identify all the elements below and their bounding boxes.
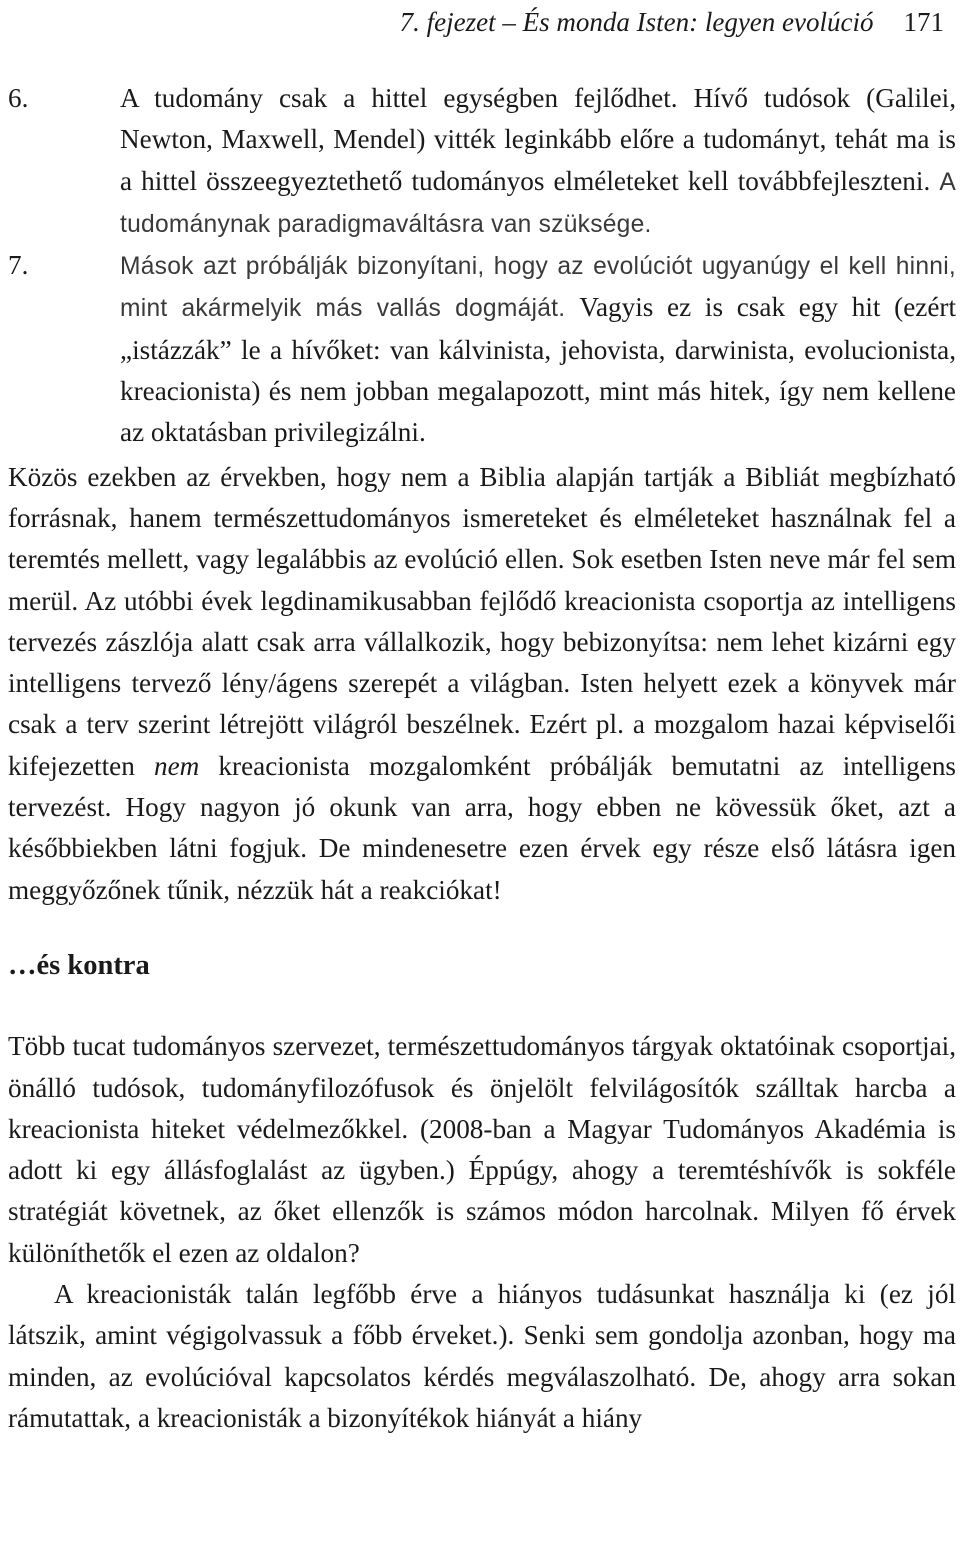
page-body [8, 78, 956, 1439]
running-header [0, 2, 944, 42]
list-item-number: 7. [8, 250, 29, 281]
paragraph-text: Közös ezekben az érvekben, hogy nem a Biblia alapján tartják a Bibliát megbízható forrásnak, hanem természettudományos ismereteket és elméleteket használnak fel a teremtés mellett, vagy legalábbis az evolúció ellen. Sok esetben Isten neve már fel sem merül. Az utóbbi évek legdinamikusabban fejlődő kreacionista csoportja az intelligens tervezés zászlója alatt csak arra vállalkozik, hogy bebizonyítsa: nem lehet kizárni egy intelligens tervező lény/ágens szerepét a világban. Isten helyett ezek a könyvek már csak a terv szerint létrejött világról beszélnek. Ezért pl. a mozgalom hazai képviselői kifejezetten [8, 461, 956, 781]
body-paragraph: Több tucat tudományos szervezet, természettudományos tárgyak oktatóinak csoportjai, önálló tudósok, tudományfilozófusok és önjelölt felvilágosítók szálltak harcba a kreacionista hiteket védelmezőkkel. (2008-ban a Magyar Tudományos Akadémia is adott ki egy állásfoglalást az ügyben.) Éppúgy, ahogy a teremtéshívők is sokféle stratégiát követnek, az őket ellenzők is számos módon harcolnak. Milyen fő érvek különíthetők el ezen az oldalon? [8, 1031, 956, 1268]
list-item-6 [8, 78, 956, 245]
paragraph-text: kreacionista mozgalomként próbálják bemutatni az intelligens tervezést. Hogy nagyon jó okunk van arra, hogy ebben ne kövessük őket, azt a későbbiekben látni fogjuk. De mindenesetre ezen érvek egy része első látásra igen meggyőzőnek tűnik, nézzük hát a reakciókat! [8, 750, 956, 905]
chapter-title: 7. fejezet – És monda Isten: legyen evolúció [399, 7, 874, 37]
list-item-text: Mások azt próbálják bizonyítani, hogy az evolúciót ugyanúgy el kell hinni, mint akármelyik más vallás dogmáját. [120, 253, 956, 323]
list-item-text: Vagyis ez is csak egy hit (ezért „istázzák” le a hívőket: van kálvinista, jehovista, darwinista, evolucionista, kreacionista) és nem jobban megalapozott, mint más hitek, így nem kellene az oktatásban privilegizálni. [120, 292, 956, 448]
list-item-text: A tudomány csak a hittel egységben fejlődhet. Hívő tudósok (Galilei, Newton, Maxwell, Mendel) vitték leginkább előre a tudományt, tehát ma is a hittel összeegyeztethető tudományos elméleteket kell továbbfejleszteni. [120, 83, 956, 196]
emphasis-text: nem [153, 750, 200, 781]
section-heading: …és kontra [8, 949, 150, 981]
list-item-text: A tudománynak paradigmaváltásra van szüksége. [120, 168, 956, 238]
list-item-number: 6. [8, 83, 29, 113]
body-paragraph: A kreacionisták talán legfőbb érve a hiányos tudásunkat használja ki (ez jól látszik, amint végigolvassuk a főbb érveket.). Senki sem gondolja azonban, hogy ma minden, az evolúcióval kapcsolatos kérdés megválaszolható. De, ahogy arra sokan rámutattak, a kreacionisták a bizonyítékok hiányát a hiány [8, 1279, 956, 1433]
body-paragraph [8, 457, 956, 911]
list-item-7 [8, 245, 956, 453]
page-number: 171 [903, 7, 944, 37]
